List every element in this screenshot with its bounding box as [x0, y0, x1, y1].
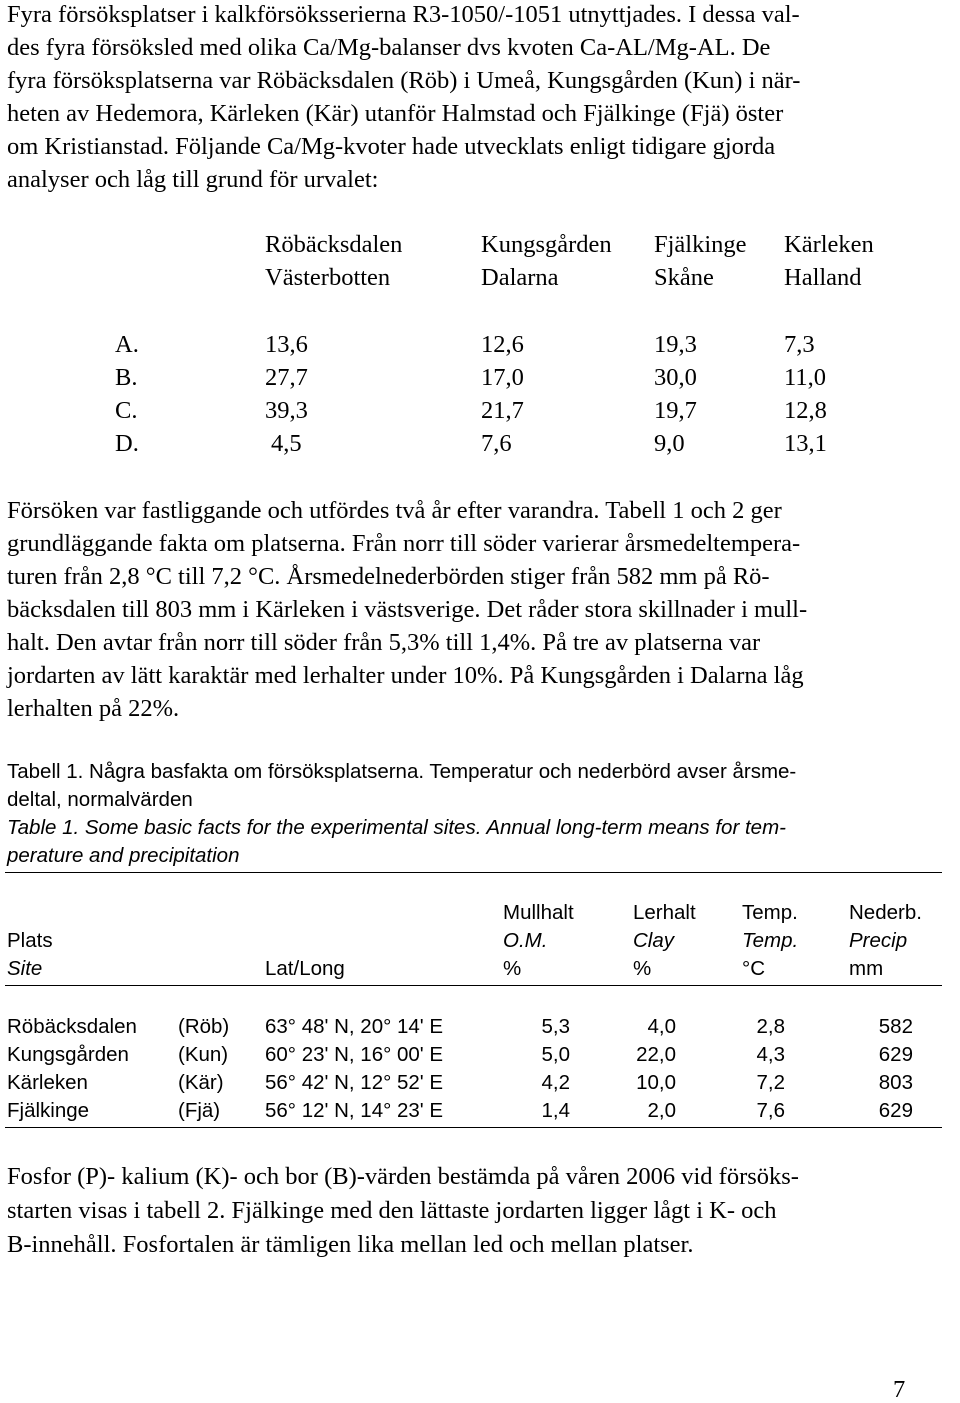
body-line: B-innehåll. Fosfortalen är tämligen lika mellan led och mellan platser. — [7, 1231, 694, 1258]
header-nederb: Nederb. — [849, 901, 922, 924]
ratio-cell: 19,3 — [654, 331, 697, 358]
header-latlong: Lat/Long — [265, 957, 345, 980]
body-line: Fosfor (P)- kalium (K)- och bor (B)-värden bestämda på våren 2006 vid försöks- — [7, 1163, 799, 1190]
ratio-cell: 27,7 — [265, 364, 308, 391]
site-abbr: (Kär) — [178, 1071, 224, 1094]
body-line: Försöken var fastliggande och utfördes två år efter varandra. Tabell 1 och 2 ger — [7, 497, 782, 524]
caption-sv-line: Tabell 1. Några basfakta om försöksplatserna. Temperatur och nederbörd avser årsme- — [7, 760, 797, 783]
ratio-cell: 13,6 — [265, 331, 308, 358]
page-number: 7 — [893, 1376, 906, 1403]
ratio-row-label: A. — [115, 331, 139, 358]
site-abbr: (Fjä) — [178, 1099, 221, 1122]
ratio-site-region: Skåne — [654, 264, 714, 291]
site-name: Fjälkinge — [7, 1099, 90, 1122]
header-clay-unit: % — [633, 957, 652, 980]
caption-en-line: Table 1. Some basic facts for the experimental sites. Annual long-term means for tem- — [7, 816, 786, 839]
site-abbr: (Kun) — [178, 1043, 229, 1066]
site-precip: 582 — [878, 1015, 913, 1038]
caption-sv-line: deltal, normalvärden — [7, 788, 193, 811]
site-latlong: 56° 12' N, 14° 23' E — [265, 1099, 444, 1122]
site-om: 5,0 — [541, 1043, 570, 1066]
ratio-site-region: Dalarna — [481, 264, 559, 291]
body-line: bäcksdalen till 803 mm i Kärleken i västsverige. Det råder stora skillnader i mull- — [7, 596, 808, 623]
header-mullhalt: Mullhalt — [503, 901, 574, 924]
intro-line: analyser och låg till grund för urvalet: — [7, 166, 379, 193]
header-lerhalt: Lerhalt — [633, 901, 696, 924]
site-precip: 803 — [878, 1071, 913, 1094]
ratio-cell: 12,8 — [784, 397, 827, 424]
site-latlong: 60° 23' N, 16° 00' E — [265, 1043, 444, 1066]
header-temp-en: Temp. — [742, 929, 799, 952]
header-plats: Plats — [7, 929, 53, 952]
header-clay: Clay — [633, 929, 675, 952]
site-precip: 629 — [878, 1043, 913, 1066]
site-om: 4,2 — [541, 1071, 570, 1094]
ratio-site-name: Röbäcksdalen — [265, 231, 403, 258]
header-precip-unit: mm — [849, 957, 884, 980]
intro-line: om Kristianstad. Följande Ca/Mg-kvoter hade utvecklats enligt tidigare gjorda — [7, 133, 776, 160]
ratio-site-region: Västerbotten — [265, 264, 391, 291]
site-abbr: (Röb) — [178, 1015, 230, 1038]
ratio-cell: 7,3 — [784, 331, 815, 358]
body-line: turen från 2,8 °C till 7,2 °C. Årsmedelnederbörden stiger från 582 mm på Rö- — [7, 563, 770, 590]
ratio-cell: 12,6 — [481, 331, 524, 358]
caption-en-line: perature and precipitation — [7, 844, 240, 867]
header-temp-unit: °C — [742, 957, 766, 980]
ratio-cell: 39,3 — [265, 397, 308, 424]
ratio-cell: 19,7 — [654, 397, 697, 424]
site-clay: 2,0 — [647, 1099, 676, 1122]
body-line: jordarten av lätt karaktär med lerhalter under 10%. På Kungsgården i Dalarna låg — [7, 662, 804, 689]
site-clay: 22,0 — [636, 1043, 676, 1066]
site-om: 1,4 — [541, 1099, 570, 1122]
site-name: Röbäcksdalen — [7, 1015, 137, 1038]
site-temp: 7,2 — [756, 1071, 785, 1094]
ratio-cell: 9,0 — [654, 430, 685, 457]
ratio-site-name: Kärleken — [784, 231, 874, 258]
site-latlong: 63° 48' N, 20° 14' E — [265, 1015, 444, 1038]
site-temp: 7,6 — [756, 1099, 785, 1122]
ratio-row-label: B. — [115, 364, 138, 391]
table-top-rule — [5, 872, 942, 873]
table-bottom-rule — [5, 1127, 942, 1128]
ratio-row-label: D. — [115, 430, 139, 457]
body-line: halt. Den avtar från norr till söder från 5,3% till 1,4%. På tre av platserna var — [7, 629, 761, 656]
ratio-cell: 11,0 — [784, 364, 826, 391]
site-latlong: 56° 42' N, 12° 52' E — [265, 1071, 444, 1094]
header-precip: Precip — [849, 929, 908, 952]
ratio-cell: 30,0 — [654, 364, 697, 391]
site-name: Kungsgården — [7, 1043, 129, 1066]
table-header-rule — [5, 985, 942, 986]
ratio-cell: 21,7 — [481, 397, 524, 424]
ratio-site-name: Fjälkinge — [654, 231, 747, 258]
intro-line: heten av Hedemora, Kärleken (Kär) utanför Halmstad och Fjälkinge (Fjä) öster — [7, 100, 784, 127]
ratio-cell: 4,5 — [271, 430, 302, 457]
header-temp: Temp. — [742, 901, 798, 924]
ratio-site-name: Kungsgården — [481, 231, 612, 258]
ratio-cell: 17,0 — [481, 364, 524, 391]
site-precip: 629 — [878, 1099, 913, 1122]
header-om: O.M. — [503, 929, 548, 952]
site-temp: 4,3 — [756, 1043, 785, 1066]
ratio-cell: 7,6 — [481, 430, 512, 457]
site-name: Kärleken — [7, 1071, 88, 1094]
body-line: grundläggande fakta om platserna. Från norr till söder varierar årsmedeltempera- — [7, 530, 801, 557]
intro-line: Fyra försöksplatser i kalkförsöksserierna R3-1050/-1051 utnyttjades. I dessa val- — [7, 1, 800, 28]
ratio-site-region: Halland — [784, 264, 862, 291]
site-clay: 10,0 — [636, 1071, 676, 1094]
intro-line: des fyra försöksled med olika Ca/Mg-balanser dvs kvoten Ca-AL/Mg-AL. De — [7, 34, 771, 61]
ratio-cell: 13,1 — [784, 430, 827, 457]
header-om-unit: % — [503, 957, 522, 980]
site-om: 5,3 — [541, 1015, 570, 1038]
intro-line: fyra försöksplatserna var Röbäcksdalen (Röb) i Umeå, Kungsgården (Kun) i när- — [7, 67, 801, 94]
header-site: Site — [7, 957, 43, 980]
body-line: lerhalten på 22%. — [7, 695, 180, 722]
site-clay: 4,0 — [647, 1015, 676, 1038]
ratio-row-label: C. — [115, 397, 138, 424]
body-line: starten visas i tabell 2. Fjälkinge med den lättaste jordarten ligger lågt i K- och — [7, 1197, 777, 1224]
site-temp: 2,8 — [756, 1015, 785, 1038]
